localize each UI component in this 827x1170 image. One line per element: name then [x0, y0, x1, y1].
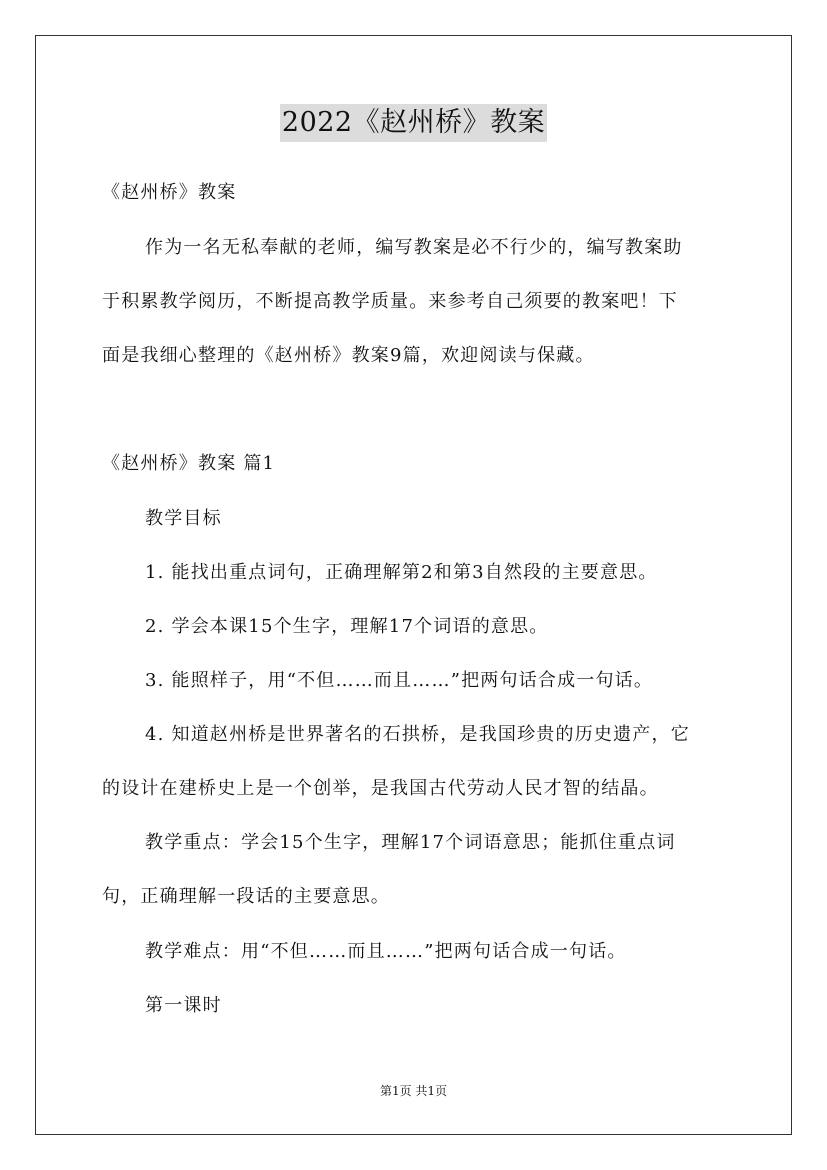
key-points-line-2: 句，正确理解一段话的主要意思。: [102, 886, 390, 907]
title-container: [0, 104, 827, 142]
objective-item-3: 3. 能照样子，用“不但……而且……”把两句话合成一句话。: [145, 670, 654, 691]
intro-line-2: 于积累教学阅历，不断提高教学质量。来参考自己须要的教案吧！下: [102, 291, 678, 312]
objective-item-2: 2. 学会本课15个生字，理解17个词语的意思。: [145, 616, 549, 637]
objective-item-4-line-1: 4. 知道赵州桥是世界著名的石拱桥，是我国珍贵的历史遗产，它: [145, 724, 690, 745]
key-points-line-1: 教学重点：学会15个生字，理解17个词语意思；能抓住重点词: [145, 832, 676, 853]
intro-line-3: 面是我细心整理的《赵州桥》教案9篇，欢迎阅读与保藏。: [102, 345, 595, 366]
intro-line-1: 作为一名无私奉献的老师，编写教案是必不行少的，编写教案助: [145, 237, 683, 258]
document-title: 2022《赵州桥》教案: [280, 104, 547, 142]
page-footer: 第1页 共1页: [379, 1084, 448, 1098]
difficulty-line: 教学难点：用“不但……而且……”把两句话合成一句话。: [145, 941, 627, 962]
objective-item-1: 1. 能找出重点词句，正确理解第2和第3自然段的主要意思。: [145, 562, 658, 583]
section-heading: 《赵州桥》教案 篇1: [102, 453, 276, 474]
lesson-heading: 第一课时: [145, 995, 222, 1016]
document-heading: 《赵州桥》教案: [102, 182, 237, 203]
objectives-heading: 教学目标: [145, 508, 222, 529]
objective-item-4-line-2: 的设计在建桥史上是一个创举，是我国古代劳动人民才智的结晶。: [102, 778, 659, 799]
